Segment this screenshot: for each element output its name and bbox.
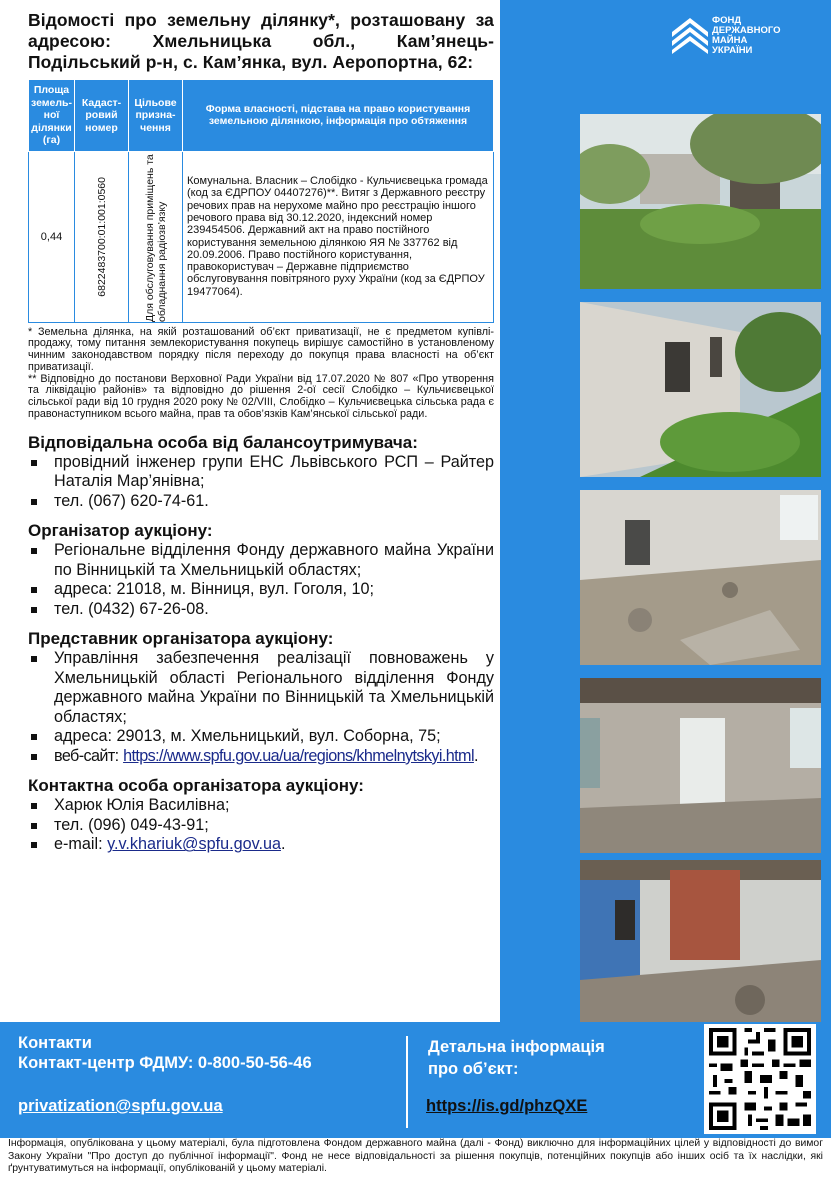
footnote-2: ** Відповідно до постанови Верховної Ради України від 17.07.2020 № 807 «Про утворення та ліквідацію районів» та відповідно до рішення 2-ої сесії Слобідко – Кульчиєвецької сільської ради від 10 грудня 2020 року № 02/VIII, Слобідко – Кульчиєвецька сільська рада є правонаступником всього майна, прав та обов’язків Кам’янської сільської ради. (28, 372, 494, 421)
footer-detail-title (428, 1036, 605, 1080)
footer-detail-line1: Детальна інформація (428, 1038, 605, 1056)
table-header-row (29, 80, 494, 152)
cadastral-number: 6822483700:01:001:0560 (95, 176, 108, 297)
footer-divider (406, 1036, 408, 1128)
website-link[interactable]: https://www.spfu.gov.ua/ua/regions/khmelnytskyi.html (123, 746, 474, 765)
purpose-text: Для обслуговування приміщень та обладнання радіозв’язку (143, 153, 168, 322)
logo-text: ФОНД ДЕРЖАВНОГО МАЙНА УКРАЇНИ (712, 15, 781, 56)
photo-interior-rubble (580, 490, 821, 665)
website-end: . (473, 746, 478, 765)
responsible-list (28, 453, 494, 512)
list-item: провідний інженер групи ЕНС Львівського РСП – Райтер Наталія Мар’янівна; (28, 453, 494, 492)
list-item: адреса: 21018, м. Вінниця, вул. Гоголя, 10; (28, 580, 494, 600)
spfu-logo (672, 14, 822, 58)
representative-list (28, 649, 494, 766)
cell-cadastral (75, 151, 129, 322)
footnotes (28, 327, 494, 421)
page-title: Відомості про земельну ділянку*, розташовану за адресою: Хмельницька обл., Кам’янець-Подільський р-н, с. Кам’янка, вул. Аеропортна, 62: (28, 10, 494, 72)
footnote-1: * Земельна ділянка, на якій розташований об’єкт приватизації, не є предметом купівлі-продажу, тому питання землекористування покупець вирішує самостійно в установленому чинним законодавством порядку після переходу до покупця права власності на об’єкт приватизації. (28, 325, 494, 373)
email-label: e-mail: (54, 835, 103, 854)
main-content (28, 10, 494, 855)
list-item-email (28, 835, 494, 855)
col-header-cadastral: Кадаст-ровий номер (75, 80, 129, 152)
footer-object-link[interactable]: https://is.gd/phzQXE (426, 1097, 588, 1115)
organizer-list (28, 541, 494, 619)
photo-interior-damaged-wall (580, 860, 821, 1035)
section-title-representative: Представник організатора аукціону: (28, 629, 334, 649)
photo-building-side (580, 302, 821, 477)
email-link[interactable]: y.v.khariuk@spfu.gov.ua (107, 835, 281, 854)
col-header-ownership: Форма власності, підстава на право користування земельною ділянкою, інформація про обтяження (183, 80, 494, 152)
cell-purpose (129, 151, 183, 322)
list-item: тел. (067) 620-74-61. (28, 492, 494, 512)
photo-interior-windows (580, 678, 821, 853)
col-header-purpose: Цільове призна-чення (129, 80, 183, 152)
cell-ownership: Комунальна. Власник – Слобідко - Кульчиєвецька громада (код за ЄДРПОУ 04407276)**. Витяг з Державного реєстру речових прав на нерухоме майно про реєстрацію іншого речового права від 30.12.2020, індексний номер 239454506. Державний акт на право постійного користування земельною ділянкою ЯЯ № 337762 від 20.09.2006. Право постійного користування, правокористувач – Державне підприємство обслуговування повітряного руху України (код за ЄДРПОУ 19477064). (183, 151, 494, 322)
list-item: тел. (0432) 67-26-08. (28, 600, 494, 620)
email-end: . (280, 835, 286, 854)
website-label: веб-сайт: (54, 746, 119, 765)
list-item: Регіональне відділення Фонду державного майна України по Вінницькій та Хмельницькій областях; (28, 541, 494, 580)
qr-code-icon[interactable] (704, 1024, 816, 1134)
footer-contacts-title: Контакти (18, 1034, 92, 1052)
footer-detail-line2: про об’єкт: (428, 1060, 519, 1078)
land-info-table (28, 79, 494, 323)
col-header-area: Площа земель-ної ділянки (га) (29, 80, 75, 152)
cell-area: 0,44 (29, 151, 75, 322)
table-row (29, 151, 494, 322)
section-title-organizer: Організатор аукціону: (28, 521, 213, 541)
disclaimer-text: Інформація, опублікована у цьому матеріалі, була підготовлена Фондом державного майна (далі - Фонд) виключно для інформаційних цілей у відповідності до вимог Закону України "Про доступ до публічної інформації". Фонд не несе відповідальності за рішення покупців, потенційних покупців або інших осіб та їх наслідки, які ґрунтуватимуться на інформації, опублікованій у цьому матеріалі. (8, 1138, 823, 1174)
list-item-website (28, 747, 494, 767)
list-item: Харюк Юлія Василівна; (28, 796, 494, 816)
list-item: адреса: 29013, м. Хмельницький, вул. Соборна, 75; (28, 727, 494, 747)
section-title-responsible: Відповідальна особа від балансоутримувача: (28, 432, 418, 452)
footer-phone[interactable]: Контакт-центр ФДМУ: 0-800-50-56-46 (18, 1054, 312, 1072)
house-logo-icon (672, 14, 708, 54)
list-item: тел. (096) 049-43-91; (28, 816, 494, 836)
footer-email-link[interactable]: privatization@spfu.gov.ua (18, 1097, 223, 1115)
photo-exterior-tree (580, 114, 821, 289)
contact-list (28, 796, 494, 855)
list-item: Управління забезпечення реалізації повноважень у Хмельницькій області Регіонального відділення Фонду державного майна України по Вінницькій та Хмельницькій областях; (28, 649, 494, 727)
section-title-contact: Контактна особа організатора аукціону: (28, 776, 364, 796)
